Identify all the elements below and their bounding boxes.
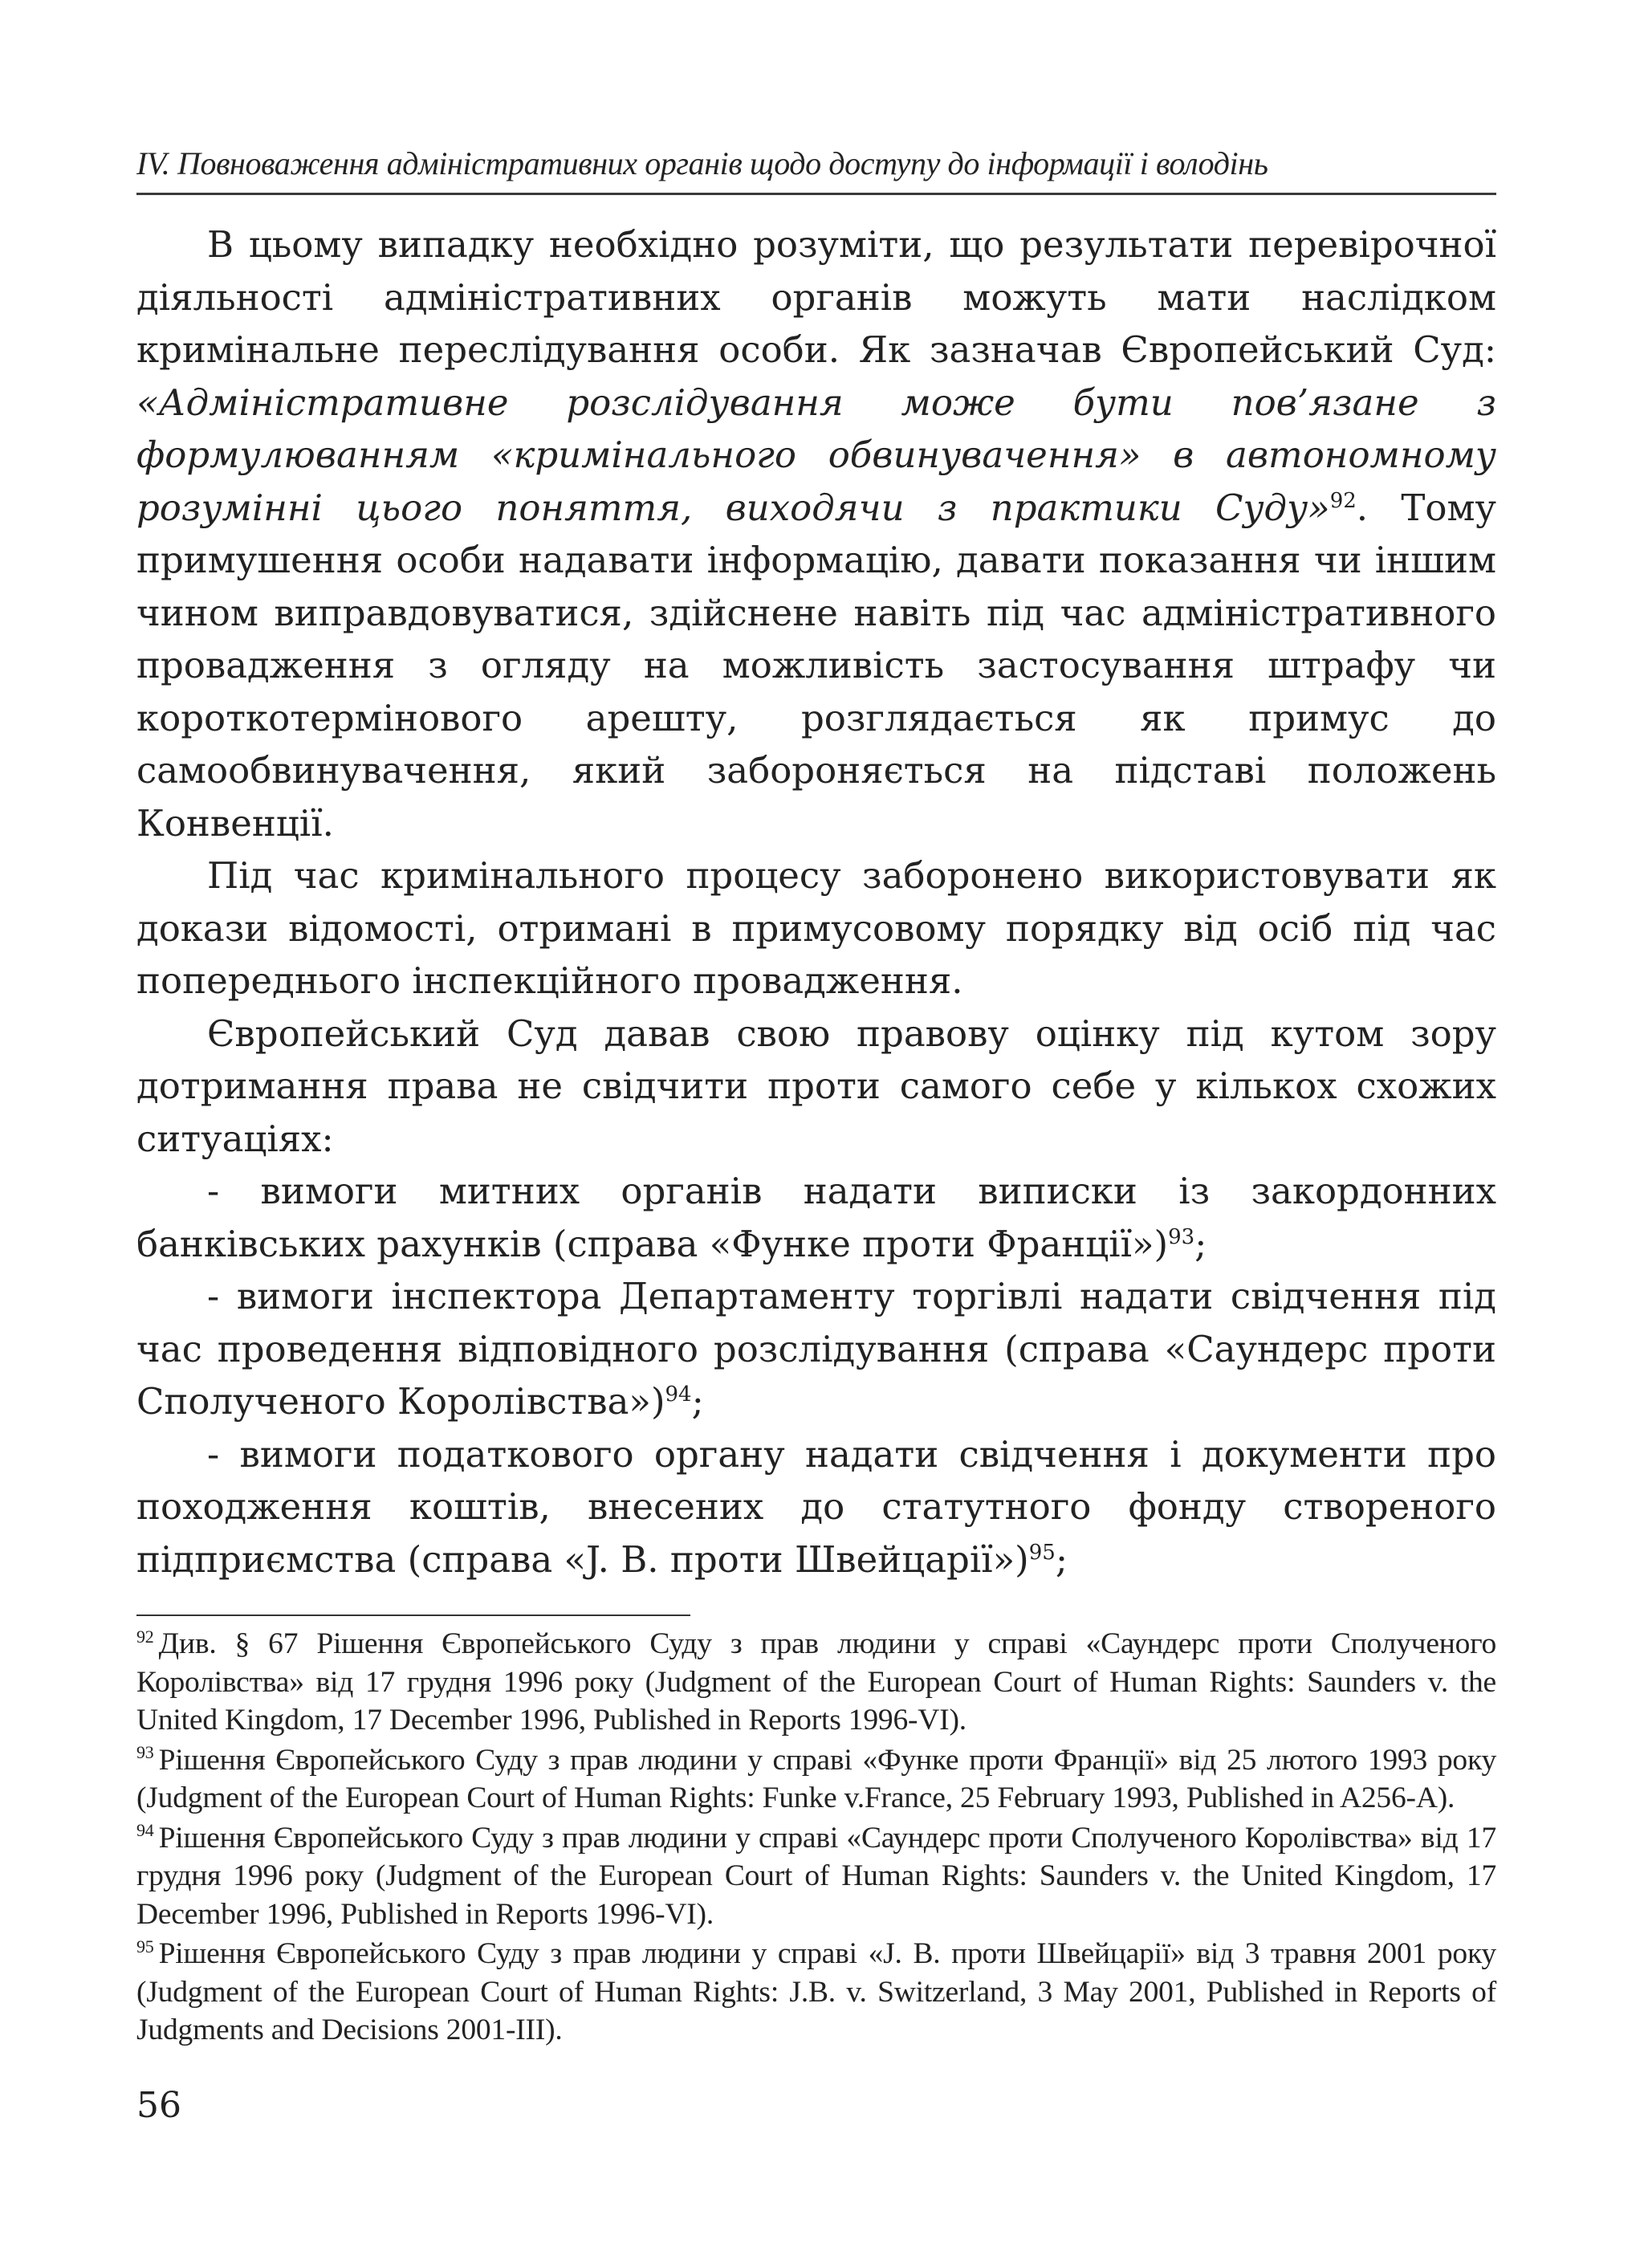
footnote-93 bbox=[136, 1741, 1496, 1818]
court-quote: «Адміністративне розслідування може бути пов’язане з формулюванням «кримінального обвинувачення» в автономному розумінні цього поняття, виходячи з практики Суду» bbox=[136, 381, 1496, 529]
footnote-text: Рішення Європейського Суду з прав людини у справі «Саундерс проти Сполученого Королівства» від 17 грудня 1996 року (Judgment of the European Court of Human Rights: Saunders v. the United Kingdom, 17 December 1996, Published in Reports 1996-VI). bbox=[136, 1821, 1496, 1931]
footnote-text: Рішення Європейського Суду з прав людини у справі «J. B. проти Швейцарії» від 3 травня 2001 року (Judgment of the European Court of Human Rights: J.B. v. Switzerland, 3 May 2001, Published in Reports of Judgments and Decisions 2001-III). bbox=[136, 1937, 1496, 2046]
footnote-94 bbox=[136, 1819, 1496, 1934]
footnote-95 bbox=[136, 1935, 1496, 2050]
list-item-1-text: - вимоги митних органів надати виписки із закордонних банківських рахунків (справа «Функе проти Франції») bbox=[136, 1170, 1496, 1265]
footnote-ref-94: 94 bbox=[665, 1382, 692, 1407]
list-item-2-text: - вимоги інспектора Департаменту торгівлі надати свідчення під час проведення відповідного розслідування (справа «Саундерс проти Сполученого Королівства») bbox=[136, 1275, 1496, 1423]
list-item-2 bbox=[136, 1270, 1496, 1428]
main-text bbox=[136, 218, 1496, 1586]
footnote-rule bbox=[136, 1614, 690, 1616]
footnote-mark: 92 bbox=[136, 1626, 154, 1647]
paragraph-1-text: В цьому випадку необхідно розуміти, що результати перевірочної діяльності адміністративних органів можуть мати наслідком кримінальне переслідування особи. Як зазначав Європейський Суд: bbox=[136, 223, 1496, 371]
running-head: IV. Повноваження адміністративних органів щодо доступу до інформації і володінь bbox=[136, 145, 1268, 181]
list-item-1-end: ; bbox=[1194, 1222, 1207, 1265]
footnotes bbox=[136, 1625, 1496, 2051]
footnote-text: Рішення Європейського Суду з прав людини у справі «Функе проти Франції» від 25 лютого 1993 року (Judgment of the European Court of Human Rights: Funke v.France, 25 February 1993, Published in A256-A). bbox=[136, 1743, 1496, 1814]
page-number: 56 bbox=[136, 2085, 181, 2126]
list-item-2-end: ; bbox=[691, 1380, 704, 1423]
footnote-ref-92: 92 bbox=[1329, 488, 1357, 513]
list-item-3-end: ; bbox=[1055, 1537, 1068, 1581]
paragraph-2: Під час кримінального процесу заборонено використовувати як докази відомості, отримані в примусовому порядку від осіб під час попереднього інспекційного провадження. bbox=[136, 854, 1496, 1002]
paragraph-1 bbox=[136, 218, 1496, 849]
book-page bbox=[136, 0, 1496, 2268]
list-item-3 bbox=[136, 1428, 1496, 1586]
list-item-3-text: - вимоги податкового органу надати свідчення і документи про походження коштів, внесених до статутного фонду створеного підприємства (справа «J. B. проти Швейцарії») bbox=[136, 1432, 1496, 1581]
paragraph-1-text-cont: . Тому примушення особи надавати інформацію, давати показання чи іншим чином виправдовуватися, здійснене навіть під час адміністративного провадження з огляду на можливість застосування штрафу чи короткотермінового арешту, розглядається як примус до самообвинувачення, який забороняється на підставі положень Конвенції. bbox=[136, 486, 1496, 845]
footnote-ref-95: 95 bbox=[1028, 1540, 1056, 1565]
footnote-ref-93: 93 bbox=[1168, 1224, 1195, 1249]
paragraph-3: Європейський Суд давав свою правову оцінку під кутом зору дотримання права не свідчити проти самого себе у кількох схожих ситуаціях: bbox=[136, 1012, 1496, 1160]
footnote-mark: 95 bbox=[136, 1936, 154, 1957]
header-rule bbox=[136, 193, 1496, 195]
footnote-text: Див. § 67 Рішення Європейського Суду з прав людини у справі «Саундерс проти Сполученого Королівства» від 17 грудня 1996 року (Judgment of the European Court of Human Rights: Saunders v. the United Kingdom, 17 December 1996, Published in Reports 1996-VI). bbox=[136, 1627, 1496, 1737]
footnote-mark: 93 bbox=[136, 1742, 154, 1762]
footnote-92 bbox=[136, 1625, 1496, 1740]
footnote-mark: 94 bbox=[136, 1820, 154, 1840]
list-item-1 bbox=[136, 1165, 1496, 1270]
